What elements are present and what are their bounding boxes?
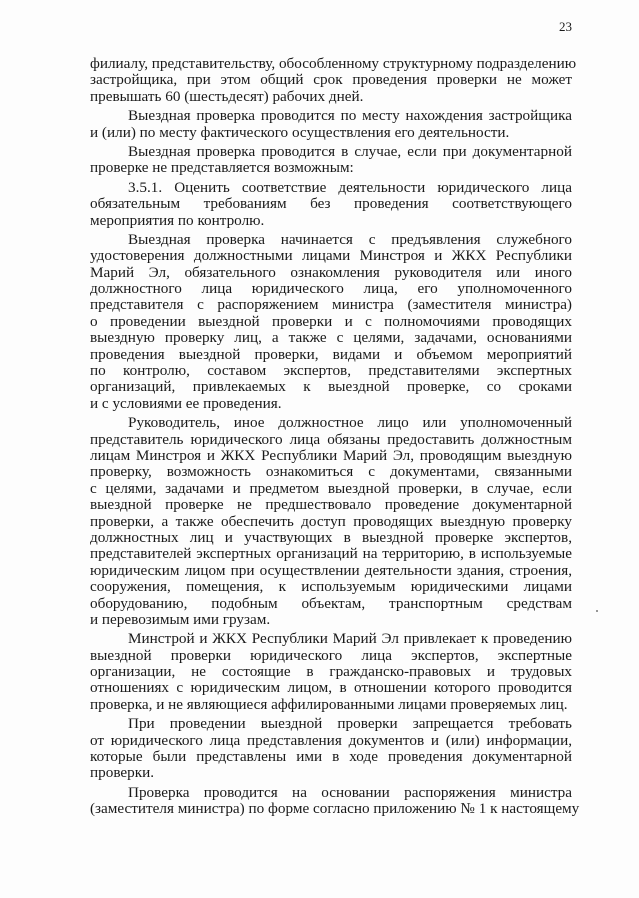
text-line: представитель юридического лица обязаны предоставить должностным xyxy=(90,430,572,448)
text-line: выездной проверке не предшествовало проведение документарной xyxy=(90,496,572,514)
paragraph-first-line: Выездная проверка проводится в случае, если при документарной xyxy=(128,142,572,160)
text-line: юридическим лицом при осуществлении деятельности здания, строения, xyxy=(90,561,572,579)
text-line: оборудованию, подобным объектам, транспортным средствам xyxy=(90,594,572,612)
text-line: лицам Минстроя и ЖКХ Республики Марий Эл, проводящим выездную xyxy=(90,446,572,464)
text-line: организаций, привлекаемых к выездной проверке, со сроками xyxy=(90,378,572,396)
text-line: по контролю, составом экспертов, представителями экспертных xyxy=(90,362,572,380)
text-line: о проведении выездной проверки и с полномочиями проводящих xyxy=(90,312,572,330)
text-line: и (или) по месту фактического осуществления его деятельности. xyxy=(90,123,510,141)
paragraph-first-line: Выездная проверка проводится по месту нахождения застройщика xyxy=(128,107,572,125)
text-line: филиалу, представительству, обособленному структурному подразделению xyxy=(90,55,577,72)
text-line: с целями, задачами и предметом выездной проверки, в случае, если xyxy=(90,479,572,497)
text-line: проверку, возможность ознакомиться с документами, связанными xyxy=(90,463,572,481)
text-line: проверке не представляется возможным: xyxy=(90,159,354,177)
text-line: превышать 60 (шестьдесят) рабочих дней. xyxy=(90,87,364,105)
text-line: мероприятия по контролю. xyxy=(90,211,265,229)
text-line: должностного лица юридического лица, его уполномоченного xyxy=(90,280,572,298)
text-line: застройщика, при этом общий срок проведения проверки не может xyxy=(90,71,572,89)
paragraph-first-line: Минстрой и ЖКХ Республики Марий Эл привлекает к проведению xyxy=(128,630,572,648)
text-line: организации, не состоящие в гражданско-правовых и трудовых xyxy=(90,663,572,681)
paragraph-first-line: При проведении выездной проверки запрещается требовать xyxy=(128,715,572,733)
text-line: проверка, и не являющиеся аффилированными лицами проверяемых лиц. xyxy=(90,695,568,713)
text-line: обязательным требованиям без проведения соответствующего xyxy=(90,195,572,213)
paragraph-first-line: Руководитель, иное должностное лицо или уполномоченный xyxy=(128,414,572,432)
text-line: отношениях с юридическим лицом, в отношении которого проводится xyxy=(90,679,572,697)
text-line: выездной проверки юридического лица экспертов, экспертные xyxy=(90,646,572,664)
text-line: Марий Эл, обязательного ознакомления руководителя или иного xyxy=(90,263,572,281)
text-line: проведения выездной проверки, видами и объемом мероприятий xyxy=(90,345,572,363)
text-line: представителей экспертных организаций на территорию, в используемые xyxy=(90,545,572,563)
text-line: проверки, а также обеспечить доступ проводящих выездную проверку xyxy=(90,512,572,530)
text-line: проверки. xyxy=(90,764,155,782)
paragraph-first-line: Проверка проводится на основании распоряжения министра xyxy=(128,783,572,801)
text-line: и перевозимым ими грузам. xyxy=(90,610,271,628)
text-line: и с условиями ее проведения. xyxy=(90,394,282,412)
scan-speck xyxy=(596,610,598,612)
paragraph-first-line: Выездная проверка начинается с предъявления служебного xyxy=(128,230,572,248)
text-line: удостоверения должностными лицами Минстроя и ЖКХ Республики xyxy=(90,247,572,265)
text-line: которые были представлены ими в ходе проведения документарной xyxy=(90,748,572,766)
text-line: сооружения, помещения, к используемым юридическими лицами xyxy=(90,578,572,596)
text-line: (заместителя министра) по форме согласно приложению № 1 к настоящему xyxy=(90,800,580,818)
paragraph-first-line: 3.5.1. Оценить соответствие деятельности юридического лица xyxy=(128,178,572,196)
page-number: 23 xyxy=(559,19,572,34)
text-line: представителя с распоряжением министра (заместителя министра) xyxy=(90,296,572,314)
text-line: от юридического лица представления документов и (или) информации, xyxy=(90,731,572,749)
text-line: должностных лиц и участвующих в выездной проверке экспертов, xyxy=(90,528,572,546)
text-line: выездную проверку лиц, а также с целями, задачами, основаниями xyxy=(90,329,572,347)
document-body xyxy=(90,55,580,818)
